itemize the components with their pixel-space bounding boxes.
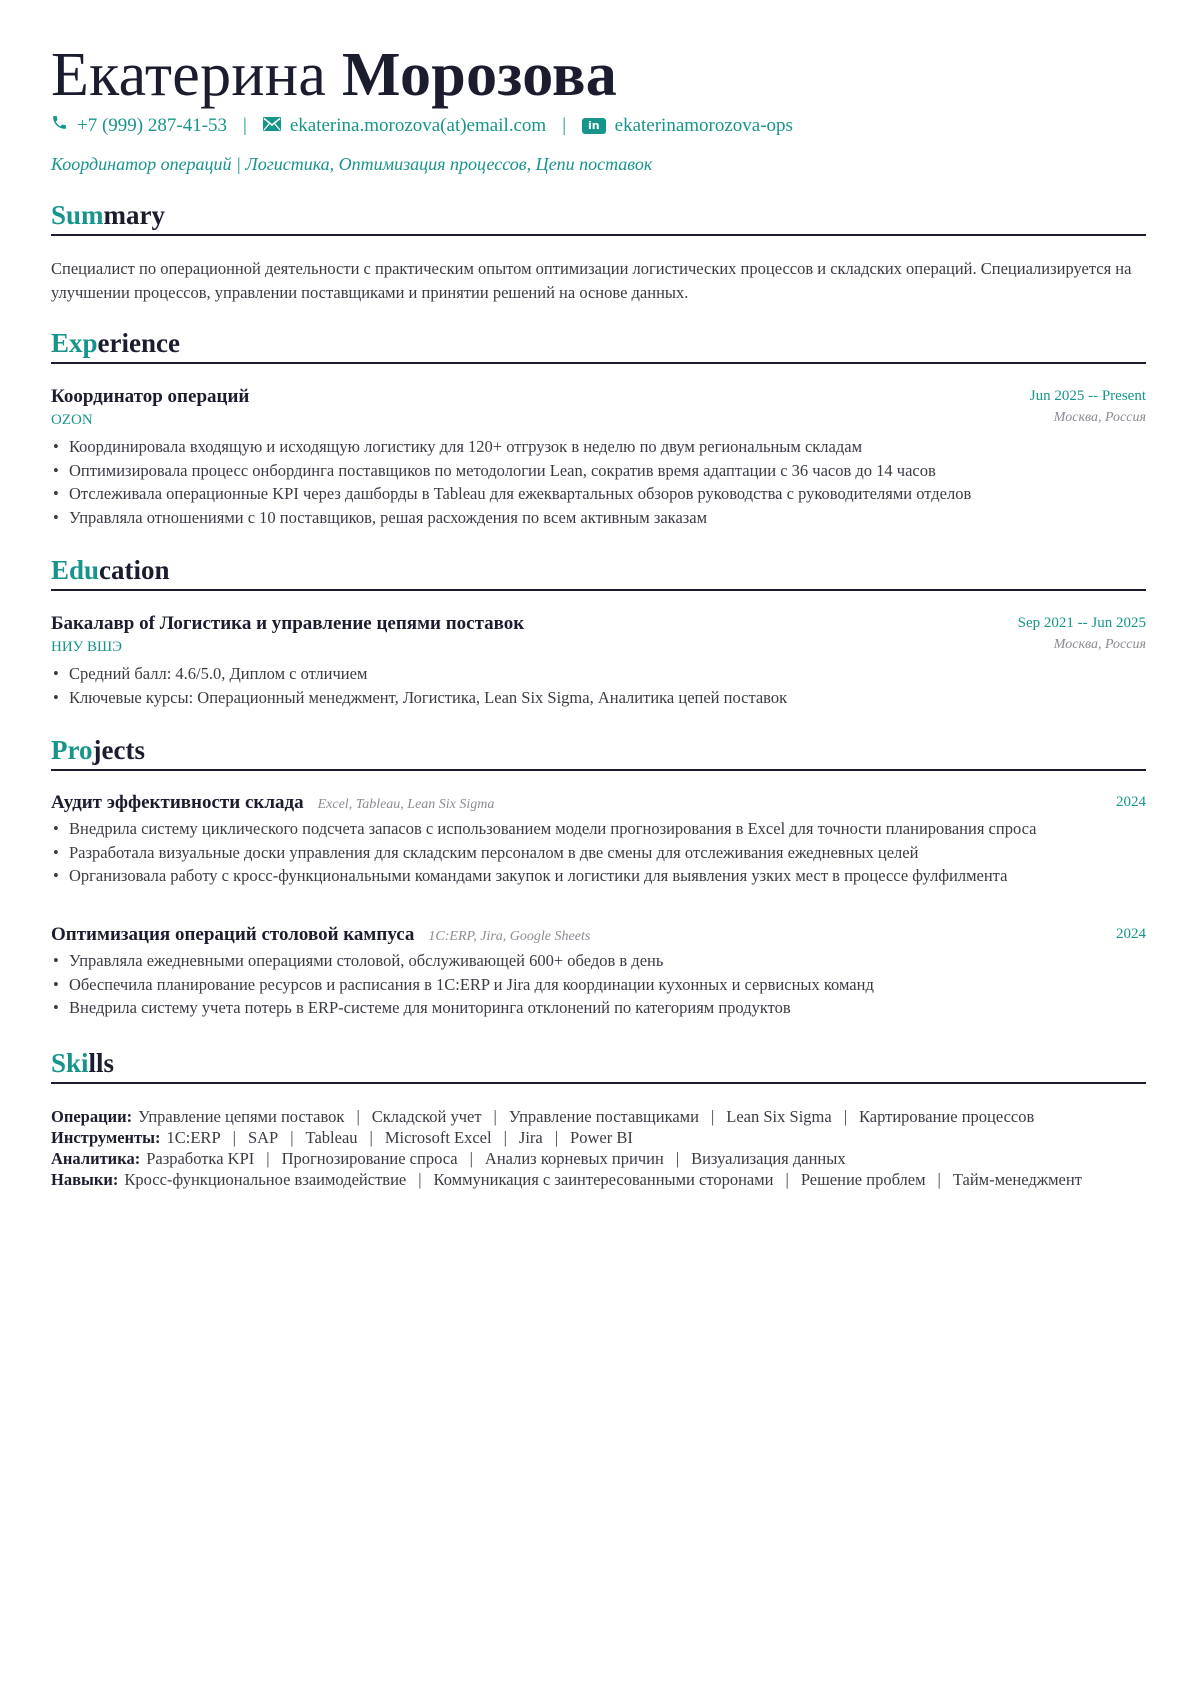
skill-item: Решение проблем bbox=[800, 1170, 926, 1189]
skill-item: Разработка KPI bbox=[146, 1149, 255, 1168]
section-title-projects: Projects bbox=[51, 733, 1146, 771]
skills-separator: | bbox=[493, 1107, 497, 1126]
job-company: OZON bbox=[51, 412, 93, 428]
list-item: • Координировала входящую и исходящую логистику для 120+ отгрузок в неделю по двум региональным складам bbox=[51, 435, 1146, 459]
skill-item: 1C:ERP bbox=[166, 1128, 221, 1147]
section-title-education: Education bbox=[51, 553, 1146, 591]
contact-separator: | bbox=[243, 115, 247, 136]
list-item: • Средний балл: 4.6/5.0, Диплом с отличием bbox=[51, 662, 1146, 686]
skill-item: Складской учет bbox=[371, 1107, 482, 1126]
education-location: Москва, Россия bbox=[1053, 637, 1146, 652]
skills-separator: | bbox=[843, 1107, 847, 1126]
phone-icon bbox=[51, 114, 68, 138]
school-name: НИУ ВШЭ bbox=[51, 639, 123, 655]
tagline: Координатор операций | Логистика, Оптимизация процессов, Цепи поставок bbox=[51, 154, 653, 174]
skill-item: Power BI bbox=[570, 1128, 633, 1147]
skills-row-label: Операции: bbox=[51, 1107, 133, 1126]
list-item: • Управляла отношениями с 10 поставщиков, решая расхождения по всем активным заказам bbox=[51, 506, 1146, 530]
skills-separator: | bbox=[369, 1128, 373, 1147]
skills-separator: | bbox=[785, 1170, 789, 1189]
project-tech: 1C:ERP, Jira, Google Sheets bbox=[428, 929, 591, 944]
list-item: • Разработала визуальные доски управления для складским персоналом в две смены для отслеживания ежедневных целей bbox=[51, 841, 1146, 865]
skill-item: Тайм-менеджмент bbox=[952, 1170, 1082, 1189]
phone-link[interactable]: +7 (999) 287-41-53 bbox=[77, 115, 228, 136]
list-item: • Оптимизировала процесс онбординга поставщиков по методологии Lean, сократив время адаптации с 36 часов до 14 часов bbox=[51, 459, 1146, 483]
skill-item: Управление цепями поставок bbox=[138, 1107, 345, 1126]
skills-separator: | bbox=[356, 1107, 360, 1126]
skills-row bbox=[51, 1127, 1146, 1148]
project-tech: Excel, Tableau, Lean Six Sigma bbox=[317, 797, 495, 812]
education-bullets bbox=[51, 662, 1146, 709]
list-item: • Внедрила систему учета потерь в ERP-системе для мониторинга отклонений по категориям продуктов bbox=[51, 996, 1146, 1020]
skills-row bbox=[51, 1169, 1146, 1190]
contact-line bbox=[51, 114, 793, 138]
section-title-skills: Skills bbox=[51, 1046, 1146, 1084]
skills-row bbox=[51, 1148, 1146, 1169]
skills-list bbox=[51, 1106, 1146, 1190]
education-dates: Sep 2021 -- Jun 2025 bbox=[1017, 615, 1146, 631]
contact-separator: | bbox=[562, 115, 567, 136]
skills-row-label: Инструменты: bbox=[51, 1128, 161, 1147]
first-name: Екатерина bbox=[51, 41, 327, 109]
section-title-summary: Summary bbox=[51, 198, 1146, 236]
summary-text: Специалист по операционной деятельности с практическим опытом оптимизации логистических процессов и складских операций. Специализируется на улучшении процессов, управлении поставщиками и принятии решений на основе данных. bbox=[51, 259, 1132, 302]
skill-item: Прогнозирование спроса bbox=[281, 1149, 458, 1168]
list-item: • Организовала работу с кросс-функциональными командами закупок и логистики для выявления узких мест в процессе фулфилмента bbox=[51, 864, 1146, 888]
section-title-experience: Experience bbox=[51, 326, 1146, 364]
skills-separator: | bbox=[710, 1107, 715, 1126]
full-name bbox=[51, 38, 617, 112]
degree-title: Бакалавр of Логистика и управление цепями поставок bbox=[51, 613, 525, 634]
skills-separator: | bbox=[232, 1128, 236, 1147]
skill-item: Кросс-функциональное взаимодействие bbox=[124, 1170, 407, 1189]
job-bullets bbox=[51, 435, 1146, 529]
project-year: 2024 bbox=[1116, 794, 1146, 810]
list-item: • Управляла ежедневными операциями столовой, обслуживающей 600+ обедов в день bbox=[51, 949, 1146, 973]
project-bullets bbox=[51, 817, 1146, 888]
skill-item: SAP bbox=[247, 1128, 279, 1147]
skill-item: Коммуникация с заинтересованными сторонами bbox=[433, 1170, 774, 1189]
skills-separator: | bbox=[937, 1170, 941, 1189]
skills-separator: | bbox=[290, 1128, 294, 1147]
skill-item: Визуализация данных bbox=[691, 1149, 846, 1168]
skill-item: Lean Six Sigma bbox=[726, 1107, 832, 1126]
project-title: Аудит эффективности склада Excel, Tableau, Lean Six Sigma bbox=[51, 792, 495, 813]
envelope-icon bbox=[263, 114, 281, 138]
list-item: • Обеспечила планирование ресурсов и расписания в 1C:ERP и Jira для координации кухонных и сервисных команд bbox=[51, 973, 1146, 997]
skill-item: Tableau bbox=[305, 1128, 358, 1147]
skills-separator: | bbox=[503, 1128, 507, 1147]
skills-row-label: Навыки: bbox=[51, 1170, 119, 1189]
skill-item: Анализ корневых причин bbox=[484, 1149, 664, 1168]
project-bullets bbox=[51, 949, 1146, 1020]
skills-separator: | bbox=[266, 1149, 270, 1168]
skills-row bbox=[51, 1106, 1146, 1127]
skills-separator: | bbox=[675, 1149, 680, 1168]
skills-row-label: Аналитика: bbox=[51, 1149, 141, 1168]
skill-item: Управление поставщиками bbox=[508, 1107, 699, 1126]
email-link[interactable]: ekaterina.morozova(at)email.com bbox=[289, 115, 547, 136]
skill-item: Microsoft Excel bbox=[384, 1128, 492, 1147]
job-title: Координатор операций bbox=[51, 386, 250, 407]
linkedin-icon: in bbox=[582, 118, 606, 134]
skill-item: Картирование процессов bbox=[859, 1107, 1035, 1126]
skills-separator: | bbox=[418, 1170, 422, 1189]
list-item: • Отслеживала операционные KPI через дашборды в Tableau для ежеквартальных обзоров руководства с руководителями отделов bbox=[51, 482, 1146, 506]
list-item: • Внедрила систему циклического подсчета запасов с использованием модели прогнозирования в Excel для точности планирования спроса bbox=[51, 817, 1146, 841]
project-title: Оптимизация операций столовой кампуса 1C:ERP, Jira, Google Sheets bbox=[51, 924, 591, 945]
skills-separator: | bbox=[469, 1149, 473, 1168]
job-dates: Jun 2025 -- Present bbox=[1029, 388, 1146, 404]
project-year: 2024 bbox=[1116, 926, 1146, 942]
list-item: • Ключевые курсы: Операционный менеджмент, Логистика, Lean Six Sigma, Аналитика цепей поставок bbox=[51, 686, 1146, 710]
job-location: Москва, Россия bbox=[1053, 410, 1146, 425]
last-name: Морозова bbox=[341, 41, 618, 109]
linkedin-link[interactable]: ekaterinamorozova-ops bbox=[614, 115, 793, 136]
skills-separator: | bbox=[554, 1128, 559, 1147]
skill-item: Jira bbox=[518, 1128, 543, 1147]
